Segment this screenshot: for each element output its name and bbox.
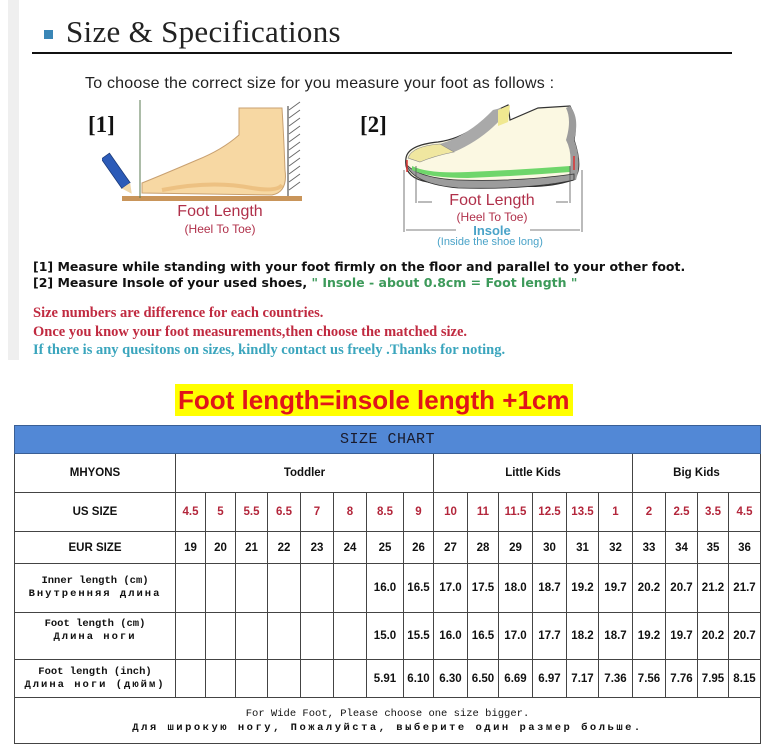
inner-length-cell: 19.2 xyxy=(567,564,599,613)
left-border-strip xyxy=(8,0,19,360)
table-row-eur-size xyxy=(15,532,761,564)
inner-length-cell: 17.0 xyxy=(434,564,468,613)
group-big-kids: Big Kids xyxy=(633,454,761,493)
foot-length-inch-cell xyxy=(206,660,236,698)
eur-size-cell: 29 xyxy=(499,532,533,564)
foot-length-inch-cell: 6.97 xyxy=(533,660,567,698)
foot-length-inch-cell: 7.56 xyxy=(633,660,666,698)
foot-length-inch-cell xyxy=(268,660,301,698)
us-size-cell: 9 xyxy=(404,493,434,532)
size-chart-title: SIZE CHART xyxy=(15,426,761,454)
us-size-cell: 6.5 xyxy=(268,493,301,532)
wide-foot-note-ru: Для широкую ногу, Пожалуйста, выберите один размер больше. xyxy=(132,721,643,734)
eur-size-cell: 27 xyxy=(434,532,468,564)
foot-length-cm-cell xyxy=(268,613,301,660)
title-divider xyxy=(32,52,732,54)
eur-size-label: EUR SIZE xyxy=(15,532,176,564)
us-size-cell: 3.5 xyxy=(698,493,729,532)
foot-length-inch-cell: 7.95 xyxy=(698,660,729,698)
inner-length-cell: 19.7 xyxy=(599,564,633,613)
figure-2-insole-subcaption: (Inside the shoe long) xyxy=(437,236,543,248)
foot-length-inch-label-en: Foot length (inch) xyxy=(38,665,152,678)
foot-length-inch-label xyxy=(15,660,176,698)
us-size-cell: 5.5 xyxy=(236,493,268,532)
note-choose-matched-size: Once you know your foot measurements,then choose the matched size. xyxy=(33,324,468,340)
us-size-cell: 4.5 xyxy=(176,493,206,532)
note-size-difference: Size numbers are difference for each countries. xyxy=(33,305,324,321)
inner-length-cell: 20.7 xyxy=(666,564,698,613)
us-size-label: US SIZE xyxy=(15,493,176,532)
brand-label: MHYONS xyxy=(15,454,176,493)
us-size-cell: 4.5 xyxy=(729,493,761,532)
eur-size-cell: 28 xyxy=(468,532,499,564)
eur-size-cell: 35 xyxy=(698,532,729,564)
page-title: Size & Specifications xyxy=(66,14,341,49)
eur-size-cell: 26 xyxy=(404,532,434,564)
table-row-foot-length-inch xyxy=(15,660,761,698)
size-chart-table xyxy=(14,425,761,744)
foot-length-inch-label-ru: Длина ноги (дюйм) xyxy=(24,678,166,691)
wide-foot-note xyxy=(15,698,761,744)
inner-length-label-en: Inner length (cm) xyxy=(41,575,149,587)
figure-2-caption: Foot Length xyxy=(449,192,535,209)
note-contact-us: If there is any quesitons on sizes, kindly contact us freely .Thanks for noting. xyxy=(33,342,506,358)
measurement-guide xyxy=(0,0,781,360)
eur-size-cell: 32 xyxy=(599,532,633,564)
table-title-row xyxy=(15,426,761,454)
wide-foot-note-en: For Wide Foot, Please choose one size bigger. xyxy=(245,707,530,720)
instruction-2-prefix: [2] Measure Insole of your used shoes, xyxy=(33,275,312,290)
table-footer-row xyxy=(15,698,761,744)
eur-size-cell: 34 xyxy=(666,532,698,564)
foot-length-formula-banner: Foot length=insole length +1cm xyxy=(175,384,573,416)
group-little-kids: Little Kids xyxy=(434,454,633,493)
foot-length-inch-cell: 8.15 xyxy=(729,660,761,698)
eur-size-cell: 31 xyxy=(567,532,599,564)
foot-length-inch-cell: 7.36 xyxy=(599,660,633,698)
eur-size-cell: 30 xyxy=(533,532,567,564)
foot-length-inch-cell xyxy=(334,660,367,698)
us-size-cell: 11.5 xyxy=(499,493,533,532)
instruction-2-formula: " Insole - about 0.8cm = Foot length " xyxy=(311,275,578,290)
eur-size-cell: 23 xyxy=(301,532,334,564)
foot-length-cm-cell: 15.0 xyxy=(367,613,404,660)
foot-length-inch-cell: 6.50 xyxy=(468,660,499,698)
section-header xyxy=(44,12,341,52)
us-size-cell: 10 xyxy=(434,493,468,532)
inner-length-cell: 21.7 xyxy=(729,564,761,613)
foot-length-cm-cell xyxy=(176,613,206,660)
foot-length-cm-label-en: Foot length (cm) xyxy=(44,618,146,630)
instruction-1: [1] Measure while standing with your foot firmly on the floor and parallel to your other foot. xyxy=(33,259,686,274)
eur-size-cell: 36 xyxy=(729,532,761,564)
us-size-cell: 11 xyxy=(468,493,499,532)
figure-2-subcaption: (Heel To Toe) xyxy=(456,210,528,224)
foot-length-inch-cell: 5.91 xyxy=(367,660,404,698)
inner-length-cell: 16.5 xyxy=(404,564,434,613)
inner-length-cell xyxy=(268,564,301,613)
table-group-row xyxy=(15,454,761,493)
intro-text: To choose the correct size for you measure your foot as follows : xyxy=(85,75,555,92)
foot-length-cm-cell: 15.5 xyxy=(404,613,434,660)
foot-length-cm-cell xyxy=(236,613,268,660)
inner-length-cell: 18.0 xyxy=(499,564,533,613)
us-size-cell: 7 xyxy=(301,493,334,532)
foot-length-inch-cell: 6.69 xyxy=(499,660,533,698)
foot-measure-illustration xyxy=(102,100,307,205)
foot-length-inch-cell: 7.76 xyxy=(666,660,698,698)
inner-length-cell xyxy=(236,564,268,613)
foot-length-cm-label xyxy=(15,613,176,660)
table-row-us-size xyxy=(15,493,761,532)
foot-length-cm-cell: 18.2 xyxy=(567,613,599,660)
foot-length-cm-cell: 19.7 xyxy=(666,613,698,660)
foot-length-inch-cell xyxy=(176,660,206,698)
foot-length-cm-cell: 18.7 xyxy=(599,613,633,660)
inner-length-cell xyxy=(334,564,367,613)
foot-length-inch-cell xyxy=(236,660,268,698)
inner-length-cell: 16.0 xyxy=(367,564,404,613)
foot-length-cm-label-ru: Длина ноги xyxy=(53,631,137,643)
foot-length-cm-cell: 16.5 xyxy=(468,613,499,660)
foot-length-cm-cell xyxy=(301,613,334,660)
inner-length-cell: 18.7 xyxy=(533,564,567,613)
inner-length-cell: 21.2 xyxy=(698,564,729,613)
eur-size-cell: 25 xyxy=(367,532,404,564)
eur-size-cell: 21 xyxy=(236,532,268,564)
figure-1-caption: Foot Length xyxy=(177,203,263,220)
foot-length-inch-cell: 6.10 xyxy=(404,660,434,698)
table-row-foot-length-cm xyxy=(15,613,761,660)
eur-size-cell: 19 xyxy=(176,532,206,564)
inner-length-label xyxy=(15,564,176,613)
table-row-inner-length xyxy=(15,564,761,613)
us-size-cell: 5 xyxy=(206,493,236,532)
inner-length-cell: 17.5 xyxy=(468,564,499,613)
figure-1-subcaption: (Heel To Toe) xyxy=(184,222,256,236)
figure-2-insole-caption: Insole xyxy=(473,223,511,238)
us-size-cell: 2.5 xyxy=(666,493,698,532)
foot-length-cm-cell: 19.2 xyxy=(633,613,666,660)
inner-length-cell xyxy=(206,564,236,613)
us-size-cell: 12.5 xyxy=(533,493,567,532)
foot-length-cm-cell: 16.0 xyxy=(434,613,468,660)
instruction-2 xyxy=(33,275,577,290)
inner-length-cell: 20.2 xyxy=(633,564,666,613)
inner-length-cell xyxy=(301,564,334,613)
us-size-cell: 1 xyxy=(599,493,633,532)
inner-length-cell xyxy=(176,564,206,613)
foot-length-cm-cell: 17.0 xyxy=(499,613,533,660)
eur-size-cell: 24 xyxy=(334,532,367,564)
foot-length-inch-cell: 7.17 xyxy=(567,660,599,698)
eur-size-cell: 33 xyxy=(633,532,666,564)
figure-1-label: [1] xyxy=(88,112,115,137)
title-bullet-icon xyxy=(44,30,53,39)
foot-length-cm-cell: 20.7 xyxy=(729,613,761,660)
us-size-cell: 8 xyxy=(334,493,367,532)
inner-length-label-ru: Внутренняя длина xyxy=(28,588,162,600)
us-size-cell: 8.5 xyxy=(367,493,404,532)
us-size-cell: 2 xyxy=(633,493,666,532)
foot-length-cm-cell: 17.7 xyxy=(533,613,567,660)
foot-length-inch-cell: 6.30 xyxy=(434,660,468,698)
foot-length-cm-cell xyxy=(206,613,236,660)
us-size-cell: 13.5 xyxy=(567,493,599,532)
figure-2-label: [2] xyxy=(360,112,387,137)
foot-length-cm-cell: 20.2 xyxy=(698,613,729,660)
foot-length-inch-cell xyxy=(301,660,334,698)
eur-size-cell: 22 xyxy=(268,532,301,564)
foot-length-cm-cell xyxy=(334,613,367,660)
group-toddler: Toddler xyxy=(176,454,434,493)
eur-size-cell: 20 xyxy=(206,532,236,564)
